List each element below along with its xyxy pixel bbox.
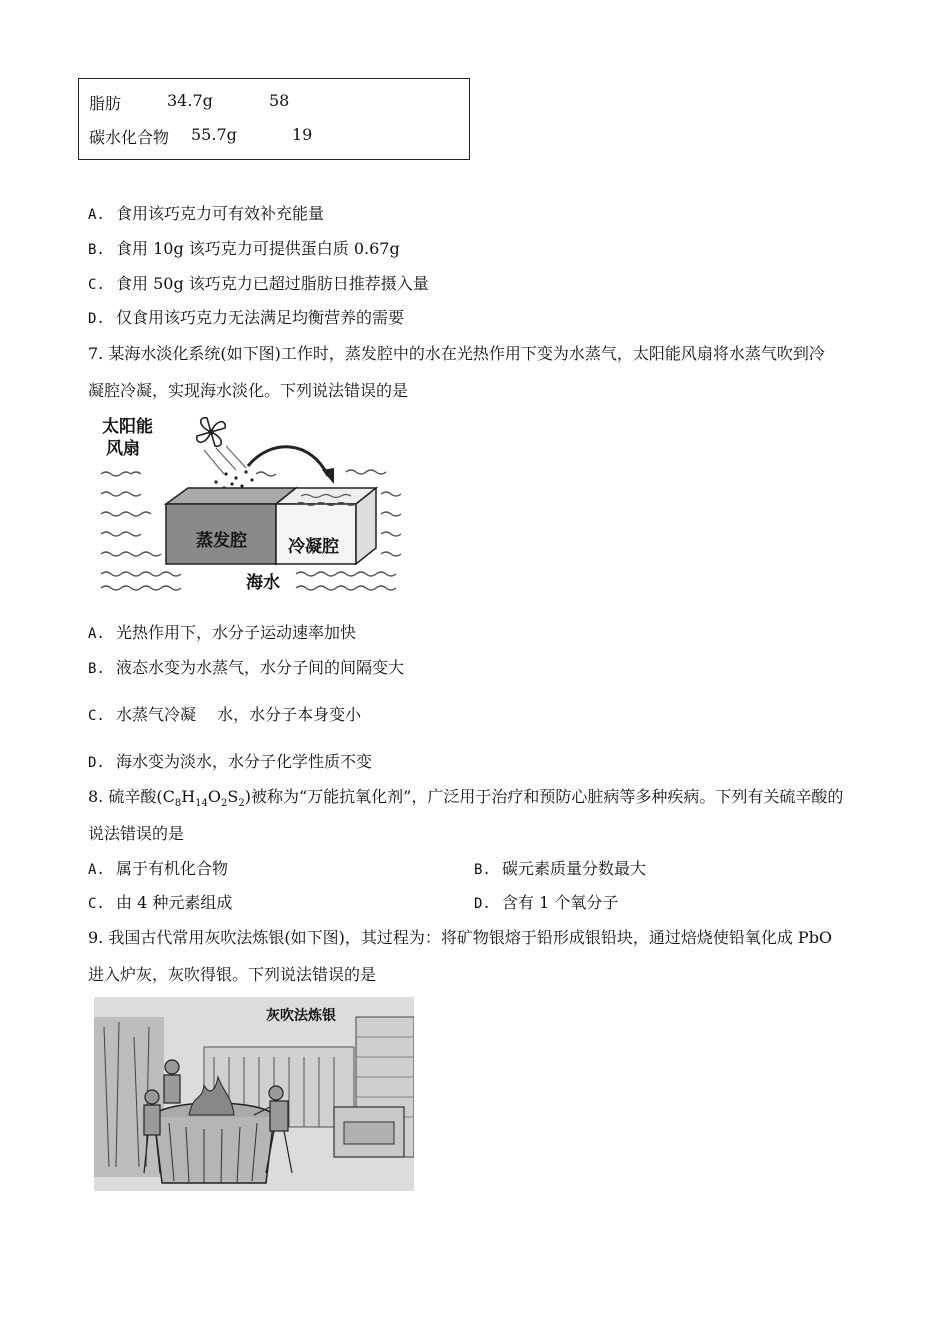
row-carb-name: 碳水化合物 [89,128,170,147]
option-letter: D. [88,311,105,327]
sub-o: 2 [221,798,228,810]
q6-option-d [88,305,404,328]
option-text: 食用 10g 该巧克力可提供蛋白质 0.67g [116,239,400,258]
evaporation-chamber-label: 蒸发腔 [196,531,247,551]
option-text: 光热作用下，水分子运动速率加快 [116,623,357,642]
fan-label-2: 风扇 [106,439,140,459]
option-letter: C. [88,277,105,293]
q7-stem-line1: 7. 某海水淡化系统(如下图)工作时，蒸发腔中的水在光热作用下变为水蒸气，太阳能风扇将水蒸气吹到冷 [88,344,825,363]
condensation-chamber-label: 冷凝腔 [288,537,339,557]
q8-option-d [474,890,618,913]
option-text: 食用该巧克力可有效补充能量 [116,204,325,223]
sub-c: 8 [174,798,182,810]
sub-h: 14 [195,798,208,810]
q7-option-c [88,702,361,725]
q9-stem-line1: 9. 我国古代常用灰吹法炼银(如下图)，其过程为：将矿物银熔于铅形成银铅块，通过焙烧使铅氧化成 PbO [88,928,833,947]
option-letter: A. [88,207,105,223]
q8-option-b [474,856,646,879]
sub-s: 2 [238,798,245,810]
option-text: 由 4 种元素组成 [116,893,233,912]
formula-s: S [227,787,239,806]
option-letter: B. [474,862,491,878]
option-text: 海水变为淡水，水分子化学性质不变 [116,752,373,771]
nutrition-table [78,78,470,160]
option-letter: B. [88,242,105,258]
option-letter: A. [88,862,105,878]
option-text: 属于有机化合物 [116,859,229,878]
formula-o: O [207,787,222,806]
ancient-silver-smelting-illustration [94,997,414,1191]
q8-prefix: 8. 硫辛酸(C [88,787,175,806]
desalination-figure [96,408,416,594]
q7-option-b [88,655,404,678]
row-carb-nrv: 19 [292,125,313,144]
option-letter: D. [474,896,491,912]
row-fat-nrv: 58 [269,91,290,110]
q7-option-a [88,620,356,643]
option-text: 碳元素质量分数最大 [502,859,647,878]
option-letter: C. [88,896,105,912]
formula-h: H [181,787,196,806]
option-letter: A. [88,626,105,642]
q6-option-a [88,201,324,224]
option-text: 液态水变为水蒸气，水分子间的间隔变大 [116,658,405,677]
option-text: 仅食用该巧克力无法满足均衡营养的需要 [116,308,405,327]
q8-stem-line1 [88,784,843,809]
q6-option-b [88,236,400,259]
fan-label-1: 太阳能 [102,417,153,437]
q6-option-c [88,271,429,294]
row-carb-amount: 55.7g [191,125,237,144]
q8-option-a [88,856,228,879]
illustration-title: 灰吹法炼银 [266,1008,336,1024]
q7-stem-line2: 凝腔冷凝，实现海水淡化。下列说法错误的是 [88,381,409,400]
option-letter: B. [88,661,105,677]
q8-option-c [88,890,232,913]
fan-icon [197,418,226,447]
smelting-sketch [94,997,414,1191]
row-fat-amount: 34.7g [167,91,213,110]
q7-option-d [88,749,372,772]
option-letter: C. [88,708,105,724]
row-fat-name: 脂肪 [89,94,122,113]
option-text: 食用 50g 该巧克力已超过脂肪日推荐摄入量 [116,274,429,293]
seawater-label: 海水 [246,568,280,593]
q9-stem-line2: 进入炉灰，灰吹得银。下列说法错误的是 [88,965,377,984]
option-text: 含有 1 个氧分子 [502,893,619,912]
option-text: 水蒸气冷凝 水，水分子本身变小 [116,705,362,724]
q8-suffix: )被称为“万能抗氧化剂”，广泛用于治疗和预防心脏病等多种疾病。下列有关硫辛酸的 [244,787,844,806]
option-letter: D. [88,755,105,771]
q8-stem-line2: 说法错误的是 [88,824,185,843]
